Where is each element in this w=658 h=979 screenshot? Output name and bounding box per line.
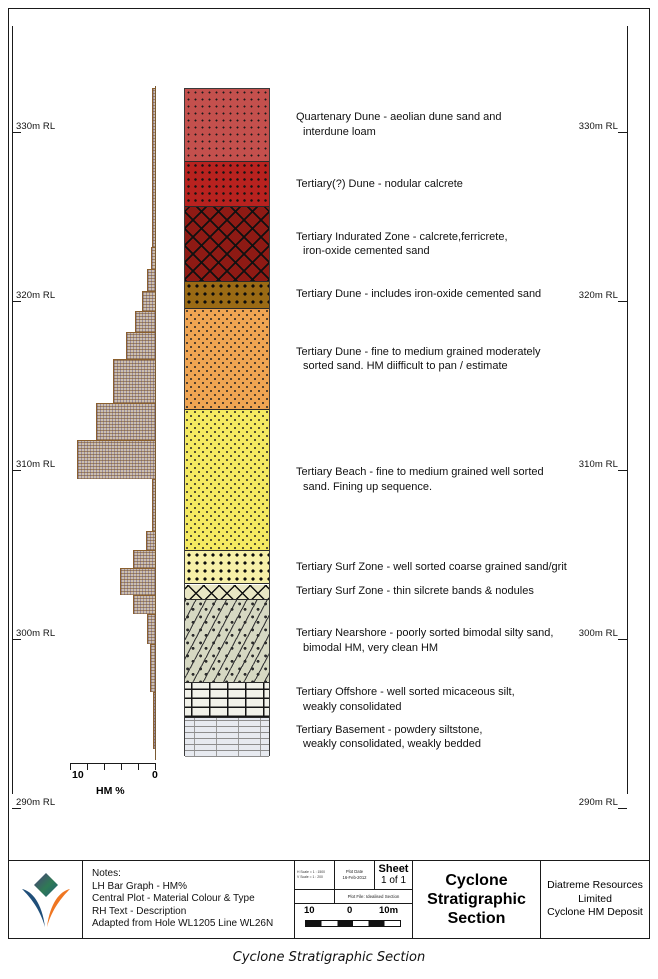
plot-date-value: 16-Feb-2012 [342, 874, 367, 880]
strat-layer-tertiary-surf-zone-coarse [185, 551, 269, 585]
metadata-row-scalebar [295, 904, 412, 938]
layer-description-line-1: Tertiary Nearshore - poorly sorted bimodal silty sand, [296, 627, 554, 640]
layer-description-quaternary-dune [296, 110, 501, 139]
layer-description-line-1: Tertiary Indurated Zone - calcrete,ferricrete, [296, 230, 508, 243]
layer-description-line-1: Tertiary Dune - includes iron-oxide cemented sand [296, 288, 542, 301]
notes-line-2: Central Plot - Material Colour & Type [92, 893, 255, 905]
strat-layer-tertiary-indurated-zone [185, 207, 269, 281]
layer-description-line-2: bimodal HM, very clean HM [303, 641, 439, 654]
metadata-cell [295, 861, 413, 938]
strat-layer-tertiary-beach [185, 410, 269, 550]
client-cell [541, 861, 649, 938]
layer-description-tertiary-dune-fine [296, 345, 541, 374]
rl-tick-310-right [618, 470, 627, 471]
notes-cell [83, 861, 295, 938]
strat-layer-tertiary-dune-fine [185, 309, 269, 410]
diatreme-logo-icon [18, 869, 74, 931]
drawing-title-cell [413, 861, 541, 938]
plot-date-cell [335, 861, 375, 889]
rl-tick-330-right [618, 132, 627, 133]
layer-description-line-1: Tertiary Offshore - well sorted micaceous silt, [296, 686, 515, 699]
hm-axis-line [70, 763, 156, 764]
drawing-title-line-3: Section [447, 910, 506, 927]
scalebar-label-left: 10 [304, 905, 315, 917]
layer-description-line-1: Tertiary Surf Zone - thin silcrete bands & nodules [296, 585, 534, 598]
company-logo [9, 861, 83, 938]
scale-note [295, 861, 335, 889]
notes-heading: Notes: [92, 868, 121, 879]
hm-tick-10 [70, 763, 71, 770]
rl-tick-330-left [12, 132, 21, 133]
scale-note-h: H Scale = 1 : 1500 [297, 870, 325, 875]
sheet-label: Sheet [378, 863, 409, 876]
rl-tick-300-right [618, 639, 627, 640]
rl-tick-320-right [618, 301, 627, 302]
hm-bar-segment [146, 531, 155, 550]
drawing-title-line-1: Cyclone [445, 872, 508, 889]
strat-layer-tertiary-surf-zone-silcrete [185, 585, 269, 600]
hm-bar-segment [151, 247, 155, 269]
scale-bar-graphic [305, 920, 401, 927]
rl-label-290-right: 290m RL [578, 797, 618, 809]
strat-layer-tertiary-dune-calcrete [185, 162, 269, 208]
hm-bar-segment [153, 692, 155, 749]
rl-label-290-left: 290m RL [16, 797, 56, 809]
hm-bar-segment [152, 479, 155, 531]
rl-label-320-left: 320m RL [16, 290, 56, 302]
layer-description-line-1: Tertiary(?) Dune - nodular calcrete [296, 177, 463, 190]
strat-layer-tertiary-offshore [185, 683, 269, 719]
hm-tick-6 [104, 763, 105, 770]
hm-bar-segment [152, 88, 155, 247]
layer-description-line-2: weakly consolidated, weakly bedded [303, 738, 481, 751]
layer-description-line-1: Tertiary Dune - fine to medium grained moderately [296, 345, 541, 358]
hm-tick-2 [138, 763, 139, 770]
strat-layer-tertiary-basement [185, 718, 269, 757]
hm-bar-segment [120, 568, 155, 595]
rl-label-310-left: 310m RL [16, 459, 56, 471]
hm-bar-segment [96, 403, 156, 440]
rl-label-320-right: 320m RL [578, 290, 618, 302]
metadata-row-top [295, 861, 412, 890]
layer-description-tertiary-dune-ironoxide [296, 287, 541, 302]
hm-bar-segment [135, 311, 155, 331]
layer-description-tertiary-indurated-zone [296, 230, 508, 259]
notes-line-4: Adapted from Hole WL1205 Line WL26N [92, 918, 274, 930]
layer-description-tertiary-surf-zone-coarse [296, 560, 567, 575]
rl-label-330-right: 330m RL [578, 120, 618, 132]
metadata-row-file [295, 890, 412, 905]
client-line-2: Limited [578, 892, 612, 905]
layer-description-tertiary-basement [296, 723, 482, 752]
layer-description-line-2: iron-oxide cemented sand [303, 245, 430, 258]
hm-axis-label-10: 10 [72, 769, 84, 781]
layer-description-tertiary-nearshore [296, 626, 553, 655]
notes-line-1: LH Bar Graph - HM% [92, 880, 188, 892]
hm-bar-segment [126, 332, 155, 359]
layer-description-line-1: Tertiary Basement - powdery siltstone, [296, 723, 483, 736]
figure-caption: Cyclone Stratigraphic Section [232, 950, 426, 965]
scale-note-spacer [295, 890, 335, 904]
rl-label-300-right: 300m RL [578, 628, 618, 640]
rl-tick-290-left [12, 808, 21, 809]
hm-bar-segment [77, 440, 155, 479]
depth-axis-left [12, 26, 13, 794]
hm-bar-segment [142, 291, 155, 311]
sheet-value: 1 of 1 [380, 875, 407, 887]
layer-description-line-2: sorted sand. HM diifficult to pan / estimate [303, 360, 508, 373]
hm-bar-segment [147, 269, 155, 291]
sheet-cell [375, 861, 412, 889]
rl-label-330-left: 330m RL [16, 120, 56, 132]
plot-date-label: Plot Date [345, 869, 364, 875]
layer-description-tertiary-surf-zone-silcrete [296, 584, 534, 599]
hm-bar-segment [113, 359, 156, 403]
hm-axis-label-0: 0 [152, 769, 158, 781]
rl-label-310-right: 310m RL [578, 459, 618, 471]
notes-line-3: RH Text - Description [92, 905, 187, 917]
hm-bar-segment [147, 614, 156, 644]
title-block [8, 860, 650, 939]
strat-layer-tertiary-nearshore [185, 600, 269, 683]
hm-axis-title: HM % [96, 785, 125, 797]
strat-layer-quaternary-dune [185, 89, 269, 162]
scalebar-label-right: 10m [379, 905, 399, 917]
client-line-1: Diatreme Resources [547, 879, 643, 892]
layer-description-line-1: Tertiary Surf Zone - well sorted coarse grained sand/grit [296, 560, 567, 573]
plot-file-cell [335, 890, 412, 904]
rl-label-300-left: 300m RL [16, 628, 56, 640]
layer-description-tertiary-dune-calcrete [296, 177, 463, 192]
depth-axis-right [627, 26, 628, 794]
hm-bar-segment [133, 550, 155, 569]
rl-tick-320-left [12, 301, 21, 302]
scale-note-v: V Scale = 1 : 200 [297, 874, 323, 879]
rl-tick-290-right [618, 808, 627, 809]
client-line-3: Cyclone HM Deposit [547, 906, 643, 919]
hm-tick-4 [121, 763, 122, 770]
hm-tick-8 [87, 763, 88, 770]
hm-bar-graph [70, 88, 155, 756]
layer-description-line-1: Quartenary Dune - aeolian dune sand and [296, 111, 502, 124]
stratigraphic-column [184, 88, 270, 756]
layer-description-line-2: sand. Fining up sequence. [303, 480, 433, 493]
hm-bar-segment [150, 644, 155, 691]
drawing-title-line-2: Stratigraphic [427, 891, 526, 908]
layer-description-line-1: Tertiary Beach - fine to medium grained well sorted [296, 466, 544, 479]
strat-layer-tertiary-dune-ironoxide [185, 282, 269, 309]
layer-description-tertiary-offshore [296, 685, 515, 714]
rl-tick-310-left [12, 470, 21, 471]
scalebar-label-middle: 0 [347, 905, 353, 917]
hm-baseline [155, 86, 156, 760]
layer-description-line-2: weakly consolidated [303, 700, 402, 713]
scalebar-labels [295, 905, 412, 918]
plot-file-value: Plot File: Idealised Section [347, 894, 400, 900]
rl-tick-300-left [12, 639, 21, 640]
layer-description-line-2: interdune loam [303, 125, 376, 138]
hm-bar-segment [133, 595, 155, 614]
layer-description-tertiary-beach [296, 465, 544, 494]
